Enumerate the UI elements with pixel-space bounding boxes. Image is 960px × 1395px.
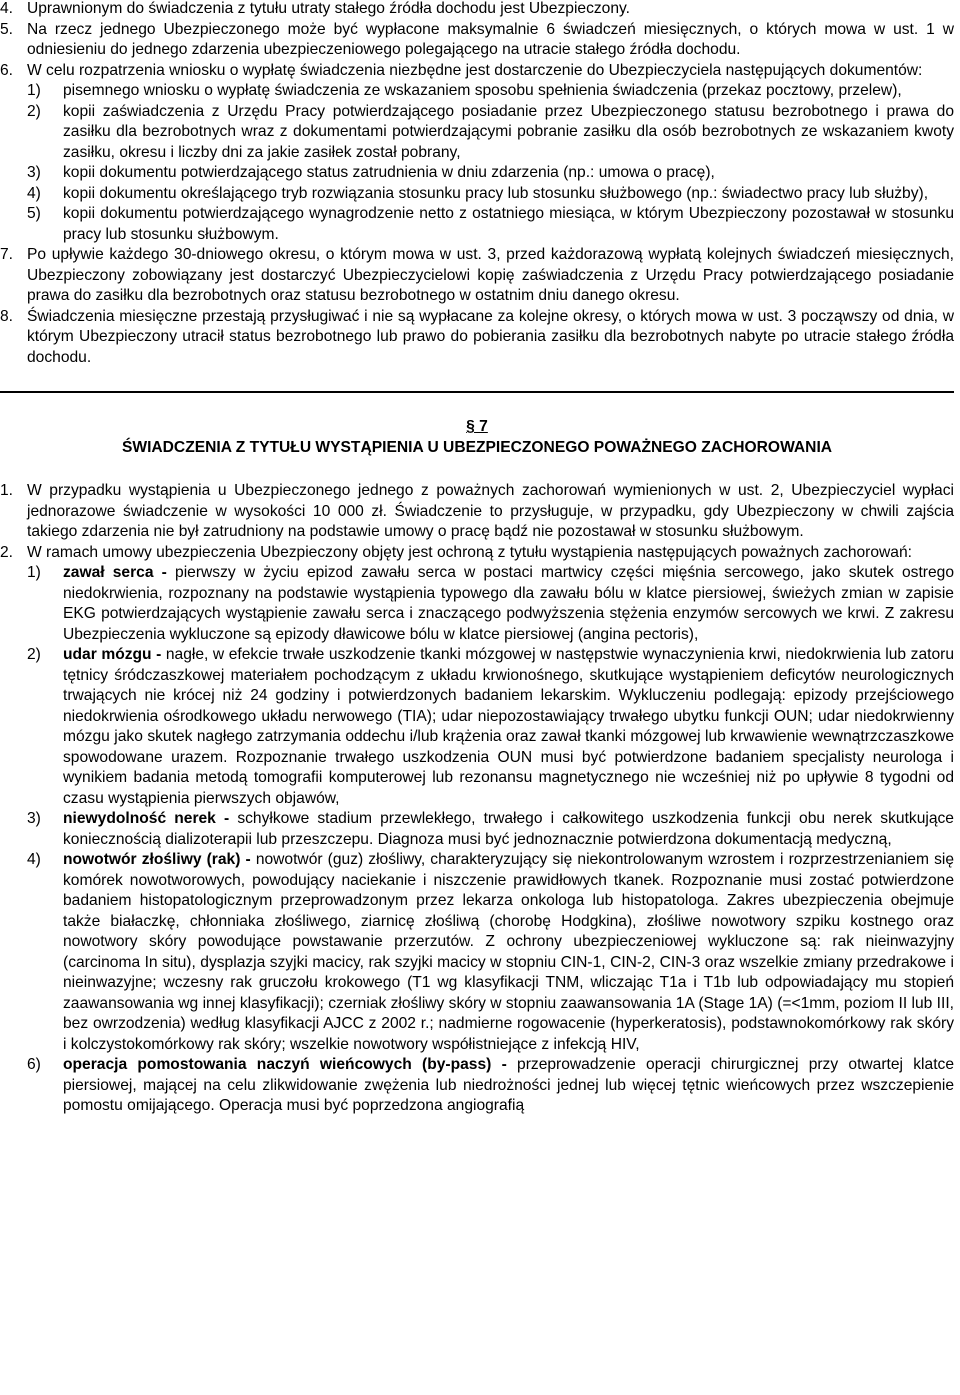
- section-list: [0, 481, 954, 1117]
- sub-number: 6): [27, 1056, 41, 1073]
- list-item: [0, 307, 954, 369]
- top-list: [0, 0, 954, 368]
- disease-item: [27, 563, 954, 645]
- list-item: [0, 0, 954, 20]
- disease-text: schyłkowe stadium przewlekłego, trwałego i całkowitego uszkodzenia funkcji obu nerek skutkujące koniecznością dializoterapii lub przeszczepu. Diagnoza musi być jednoznacznie potwierdzona dokumentacją medyczną,: [63, 810, 954, 848]
- disease-text: nagłe, w efekcie trwałe uszkodzenie tkanki mózgowej w następstwie wynaczynienia krwi, niedokrwienia lub zatoru tętnicy śródczaszkowej materiałem pochodzącym z układu krwionośnego, skutkujące wystąpieniem deficytów neurologicznych trwających nie krócej niż 24 godziny i potwierdzonych badaniem lekarskim. Wykluczeniu podlegają: epizody przejściowego niedokrwienia ośrodkowego układu nerwowego (TIA); udar niepozostawiający trwałego ubytku funkcji OUN; udar niedokrwienny mózgu jako skutek nagłego zatrzymania oddechu i/lub krążenia oraz zawał tkanki mózgowej lub krwawienie wewnątrzczaszkowe spowodowane urazem. Rozpoznanie trwałego uszkodzenia OUN musi być potwierdzone badaniem specjalisty neurologa i wynikiem badania metodą tomografii komputerowej lub rezonansu magnetycznego nie wcześniej niż po upływie 8 tygodni od czasu wystąpienia pierwszych objawów,: [63, 646, 954, 807]
- item-text: W przypadku wystąpienia u Ubezpieczonego jednego z poważnych zachorowań wymienionych w ust. 2, Ubezpieczyciel wypłaci jednorazowe świadczenie w wysokości 10 000 zł. Świadczenie to przysługuje, w przypadku, gdy Ubezpieczony w chwili zajścia takiego zdarzenia nie był zatrudniony na podstawie umowy o pracę bądź nie pozostawał w stosunku służbowym.: [27, 482, 954, 540]
- item-number: 4.: [0, 0, 14, 17]
- sub-number: 1): [27, 82, 41, 99]
- sublist-item: [27, 163, 954, 184]
- disease-sublist: [27, 563, 954, 1117]
- disease-body: [63, 563, 954, 645]
- item-number: 8.: [0, 307, 14, 325]
- sub-number: 1): [27, 564, 41, 581]
- sub-number: 4): [27, 851, 41, 868]
- disease-text: przeprowadzenie operacji chirurgicznej przy otwartej klatce piersiowej, mającej na celu zlikwidowanie zwężenia lub niedrożności jednej lub więcej tętnic wieńcowych przez wszczepienie pomostu omijającego. Operacja musi być poprzedzona angiografią: [63, 1056, 954, 1114]
- item-number: 5.: [0, 20, 14, 38]
- item-body: [27, 61, 954, 246]
- item-number: 6.: [0, 61, 14, 79]
- section-heading: [0, 417, 954, 458]
- disease-body: [63, 1055, 954, 1117]
- sub-number: 3): [27, 164, 41, 181]
- disease-term: niewydolność nerek -: [63, 810, 230, 827]
- sublist-item: [27, 81, 954, 102]
- item-number: 2.: [0, 543, 14, 561]
- sublist-item: [27, 184, 954, 205]
- list-item: [0, 61, 954, 246]
- item-text: W ramach umowy ubezpieczenia Ubezpieczony objęty jest ochroną z tytułu wystąpienia następujących poważnych zachorowań:: [27, 543, 912, 561]
- disease-item: [27, 645, 954, 809]
- disease-item: [27, 809, 954, 850]
- item-text: Świadczenia miesięczne przestają przysługiwać i nie są wypłacane za kolejne okresy, o których mowa w ust. 3 począwszy od dnia, w którym Ubezpieczony utracił status bezrobotnego lub prawo do pobierania zasiłku dla bezrobotnych nabyte po utracie stałego źródła dochodu.: [27, 307, 954, 366]
- disease-text: pierwszy w życiu epizod zawału serca w postaci martwicy części mięśnia sercowego, jako skutek ostrego niedokrwienia, rozpoznany na podstawie wystąpienia typowego dla zawału bólu w klatce piersiowej, świeżych zmian w zapisie EKG potwierdzających wystąpienie zawału serca i znaczącego podwyższenia stężenia enzymów sercowych we krwi. Z zakresu Ubezpieczenia wykluczone są epizody dławicowe bólu w klatce piersiowej (angina pectoris),: [63, 564, 954, 643]
- disease-body: [63, 850, 954, 1055]
- sub-number: 2): [27, 646, 41, 663]
- document-sublist: [27, 81, 954, 245]
- disease-term: operacja pomostowania naczyń wieńcowych (by-pass) -: [63, 1056, 507, 1073]
- disease-item: [27, 850, 954, 1055]
- sub-text: pisemnego wniosku o wypłatę świadczenia ze wskazaniem sposobu spełnienia świadczenia (przekaz pocztowy, przelew),: [63, 82, 902, 99]
- list-item: [0, 481, 954, 543]
- disease-body: [63, 645, 954, 809]
- sub-number: 4): [27, 184, 41, 202]
- sub-number: 3): [27, 810, 41, 827]
- item-text: W celu rozpatrzenia wniosku o wypłatę świadczenia niezbędne jest dostarczenie do Ubezpieczyciela następujących dokumentów:: [27, 61, 923, 79]
- item-number: 1.: [0, 482, 14, 499]
- list-item: [0, 543, 954, 1117]
- disease-item: [27, 1055, 954, 1117]
- section-title: ŚWIADCZENIA Z TYTUŁU WYSTĄPIENIA U UBEZPIECZONEGO POWAŻNEGO ZACHOROWANIA: [121, 438, 833, 456]
- sub-text: kopii dokumentu określającego tryb rozwiązania stosunku pracy lub stosunku służbowego (np.: świadectwo pracy lub służby),: [63, 184, 929, 202]
- horizontal-divider: [0, 391, 954, 393]
- sublist-item: [27, 102, 954, 164]
- sub-number: 2): [27, 102, 41, 120]
- disease-term: nowotwór złośliwy (rak) -: [63, 851, 251, 868]
- disease-term: zawał serca -: [63, 564, 167, 581]
- sub-text: kopii dokumentu potwierdzającego status zatrudnienia w dniu zdarzenia (np.: umowa o pracę),: [63, 164, 715, 181]
- list-item: [0, 20, 954, 61]
- item-text: Na rzecz jednego Ubezpieczonego może być wypłacone maksymalnie 6 świadczeń miesięcznych, o których mowa w ust. 1 w odniesieniu do jednego zdarzenia ubezpieczeniowego polegającego na utracie stałego źródła dochodu.: [27, 20, 954, 58]
- item-text: Po upływie każdego 30-dniowego okresu, o którym mowa w ust. 3, przed każdorazową wypłatą kolejnych świadczeń miesięcznych, Ubezpieczony zobowiązany jest dostarczyć Ubezpieczycielowi kopię zaświadczenia z Urzędu Pracy potwierdzającego posiadanie prawa do zasiłku dla bezrobotnych oraz statusu bezrobotnego w ostatnim dniu danego okresu.: [27, 246, 954, 304]
- item-text: Uprawnionym do świadczenia z tytułu utraty stałego źródła dochodu jest Ubezpieczony.: [27, 0, 630, 17]
- disease-body: [63, 809, 954, 850]
- disease-text: nowotwór (guz) złośliwy, charakteryzujący się niekontrolowanym wzrostem i rozprzestrzenianiem się komórek nowotworowych, powodujący naciekanie i niszczenie prawidłowych tkanek. Rozpoznanie musi zostać potwierdzone badaniem histopatologicznym przeprowadzonym przez lekarza onkologa lub histopatologa. Zakres ubezpieczenia obejmuje także białaczkę, chłonniaka złośliwego, ziarnicę złośliwą (chorobę Hodgkina), złośliwe nowotwory szpiku kostnego oraz nowotwory skóry powodujące powstawanie przerzutów. Z ochrony ubezpieczeniowej wykluczone są: rak nieinwazyjny (carcinoma In situ), dysplazja szyjki macicy, rak szyjki macicy w stopniu CIN-1, CIN-2, CIN-3 oraz wszelkie zmiany przedrakowe i nieinwazyjne; wczesny rak gruczołu krokowego (T1 wg klasyfikacji TNM, wliczając T1a i T1b lub odpowiadający mu stopień zaawansowania wg innej klasyfikacji); czerniak złośliwy skóry w stopniu zaawansowania 1A (Stage 1A) (=<1mm, poziom II lub III, bez owrzodzenia) według klasyfikacji AJCC z 2002 r.; nadmierne rogowacenie (hyperkeratosis), podstawnokomórkowy rak skóry i kolczystokomórkowy rak skóry; wszelkie nowotwory współistniejące z infekcją HIV,: [63, 851, 955, 1053]
- sublist-item: [27, 204, 954, 245]
- sub-number: 5): [27, 205, 41, 222]
- disease-term: udar mózgu -: [63, 646, 162, 663]
- sub-text: kopii zaświadczenia z Urzędu Pracy potwierdzającego posiadanie przez Ubezpieczonego statusu bezrobotnego i prawa do zasiłku dla bezrobotnych wraz z dokumentami potwierdzającymi pobranie zasiłku dla osób bezrobotnych ze wskazaniem kwoty zasiłku, okresu i liczby dni za jakie zasiłek został pobrany,: [63, 102, 954, 161]
- item-body: [27, 543, 954, 1117]
- sub-text: kopii dokumentu potwierdzającego wynagrodzenie netto z ostatniego miesiąca, w którym Ubezpieczony pozostawał w stosunku pracy lub stosunku służbowym.: [63, 205, 954, 243]
- list-item: [0, 245, 954, 307]
- section-number: § 7: [466, 418, 488, 435]
- item-number: 7.: [0, 246, 14, 263]
